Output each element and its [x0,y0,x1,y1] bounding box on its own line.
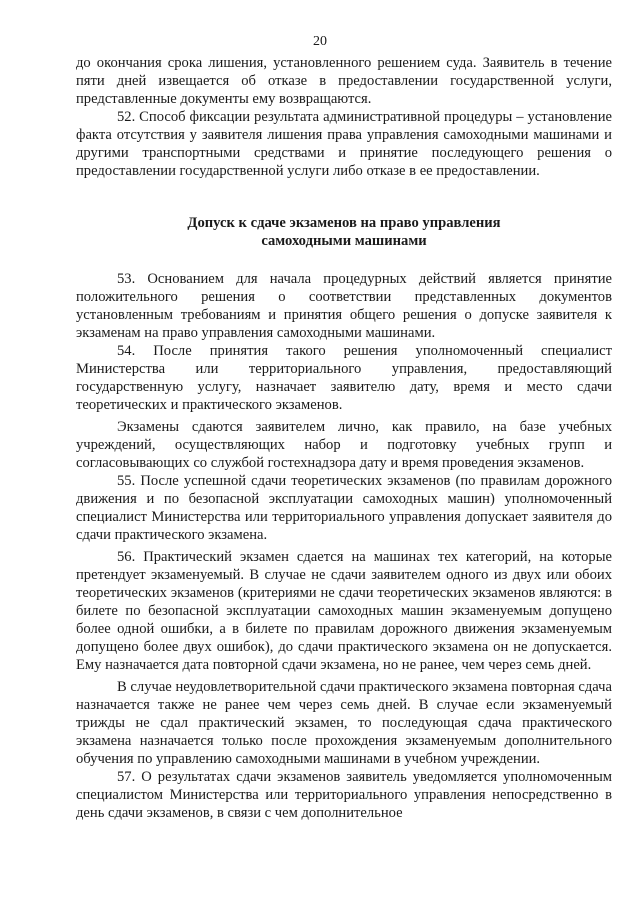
paragraph-55: 55. После успешной сдачи теоретических экзаменов (по правилам дорожного движения и по безопасной эксплуатации самоходных машин) уполномоченный специалист Министерства или территориального управления допускает заявителя до сдачи практического экзамена. [76,473,612,543]
paragraph-52: 52. Способ фиксации результата административной процедуры – установление факта отсутствия у заявителя лишения права управления самоходными машинами и другими транспортными средствами и принятие последующего решения о предоставлении государственной услуги либо отказе в ее предоставлении. [76,109,612,179]
paragraph-54: 54. После принятия такого решения уполномоченный специалист Министерства или территориального управления, предоставляющий государственную услугу, назначает заявителю дату, время и место сдачи теоретических и практического экзаменов. [76,343,612,413]
paragraph-56-retake: В случае неудовлетворительной сдачи практического экзамена повторная сдача назначается также не ранее чем через семь дней. В случае если экзаменуемый трижды не сдал практический экзамен, то последующая сдача практического экзамена назначается только после прохождения экзаменуемым дополнительного обучения по управлению самоходными машинами в учебном учреждении. [76,679,612,767]
page-number: 20 [313,34,327,49]
paragraph-continuation: до окончания срока лишения, установленного решением суда. Заявитель в течение пяти дней извещается об отказе в предоставлении государственной услуги, представленные документы ему возвращаются. [76,55,612,107]
section-heading [76,214,612,250]
paragraph-56: 56. Практический экзамен сдается на машинах тех категорий, на которые претендует экзаменуемый. В случае не сдачи заявителем одного из двух или обоих теоретических экзаменов (критериями не сдачи теоретических экзаменов являются: в билете по безопасной эксплуатации самоходных машин экзаменуемым допущено более одной ошибки, а в билете по правилам дорожного движения экзаменуемым допущено более двух ошибок), до сдачи практического экзамена он не допускается. Ему назначается дата повторной сдачи экзамена, но не ранее, чем через семь дней. [76,549,612,673]
paragraph-53: 53. Основанием для начала процедурных действий является принятие положительного решения о соответствии представленных документов установленным требованиям и принятия общего решения о допуске заявителя к экзаменам на право управления самоходными машинами. [76,271,612,341]
document-body [76,54,612,822]
paragraph-54-exams: Экзамены сдаются заявителем лично, как правило, на базе учебных учреждений, осуществляющих набор и подготовку учебных групп и согласовывающих со службой гостехнадзора дату и время проведения экзаменов. [76,419,612,471]
section-heading-line-1: Допуск к сдаче экзаменов на право управления [187,215,501,231]
paragraph-57: 57. О результатах сдачи экзаменов заявитель уведомляется уполномоченным специалистом Министерства или территориального управления непосредственно в день сдачи экзаменов, в связи с чем дополнительное [76,769,612,821]
section-heading-line-2: самоходными машинами [261,233,427,249]
